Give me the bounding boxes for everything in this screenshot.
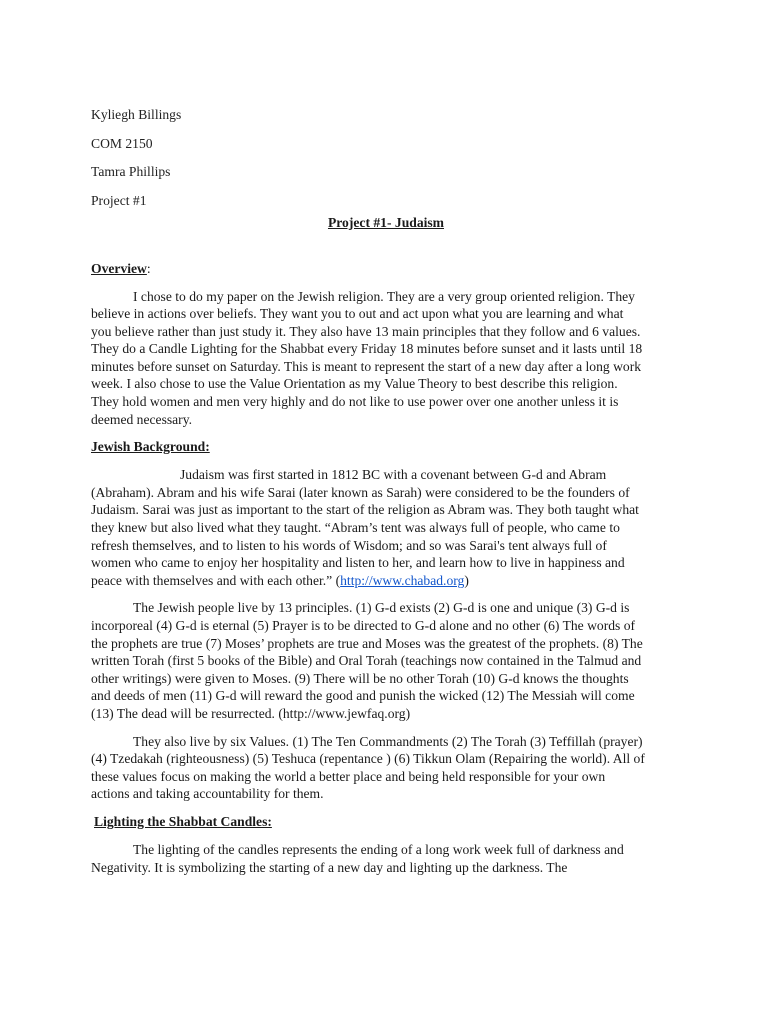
instructor-name: Tamra Phillips xyxy=(91,164,171,179)
candles-paragraph: The lighting of the candles represents the ending of a long work week full of darkness and Negativity. It is symbolizing the starting of a new day and lighting up the darkness. The xyxy=(91,841,624,875)
values-paragraph: They also live by six Values. (1) The Ten Commandments (2) The Torah (3) Teffillah (prayer) (4) Tzedakah (righteousness) (5) Teshuca (repentance ) (6) Tikkun Olam (Repairing the world). All of these values focus on making the world a better place and being held responsible for your own actions and taking accountability for them. xyxy=(91,733,645,802)
chabad-link[interactable]: http://www.chabad.org xyxy=(340,572,465,588)
overview-heading xyxy=(91,260,647,278)
overview-heading-colon: : xyxy=(146,260,151,276)
candles-heading-text: Lighting the Shabbat Candles: xyxy=(94,813,272,829)
document-page xyxy=(91,106,647,876)
project-label: Project #1 xyxy=(91,192,147,208)
background-heading-text: Jewish Background: xyxy=(91,439,210,455)
background-heading xyxy=(91,438,647,456)
background-after-link: ) xyxy=(464,572,469,588)
principles-paragraph: The Jewish people live by 13 principles. (1) G-d exists (2) G-d is one and unique (3) G-d is incorporeal (4) G-d is eternal (5) Prayer is to be directed to G-d alone and no other (6) The words of the prophets are true (7) Moses’ prophets are true and Moses was the greatest of the prophets. (8) The written Torah (first 5 books of the Bible) and Oral Torah (teachings now contained in the Talmud and other writings) were given to Moses. (9) There will be no other Torah (10) G-d knows the thoughts and deeds of men (11) G-d will reward the good and punish the wicked (12) The Messiah will come (13) The dead will be resurrected. (http://www.jewfaq.org) xyxy=(91,600,643,721)
background-paragraph xyxy=(91,466,647,589)
candles-heading xyxy=(91,813,647,831)
background-text: Judaism was first started in 1812 BC with a covenant between G-d and Abram (Abraham). Abram and his wife Sarai (later known as Sarah) were considered to be the founders of Judaism. Sarai was just as important to the start of the religion as Abram was. They both taught what they knew but also lived what they taught. “Abram’s tent was always full of people, who came to refresh themselves, and to listen to his words of Wisdom; and so was Sarai's tent always full of women who came to enjoy her hospitality and listen to her, and learn how to live in happiness and peace with themselves and with each other.” ( xyxy=(91,467,639,588)
course-code: COM 2150 xyxy=(91,135,153,151)
document-title: Project #1- Judaism xyxy=(327,214,445,230)
overview-paragraph: I chose to do my paper on the Jewish religion. They are a very group oriented religion. They believe in actions over beliefs. They want you to out and act upon what you are learning and what you believe rather than just study it. They also have 13 main principles that they follow and 6 values. They do a Candle Lighting for the Shabbat every Friday 18 minutes before sunset and it lasts until 18 minutes before sunset on Saturday. This is meant to represent the start of a new day after a long work week. I also chose to use the Value Orientation as my Value Theory to best describe this religion. They hold women and men very highly and do not like to use power over one another unless it is deemed necessary. xyxy=(91,288,643,427)
author-name: Kyliegh Billings xyxy=(91,107,182,122)
overview-heading-text: Overview xyxy=(91,260,147,276)
